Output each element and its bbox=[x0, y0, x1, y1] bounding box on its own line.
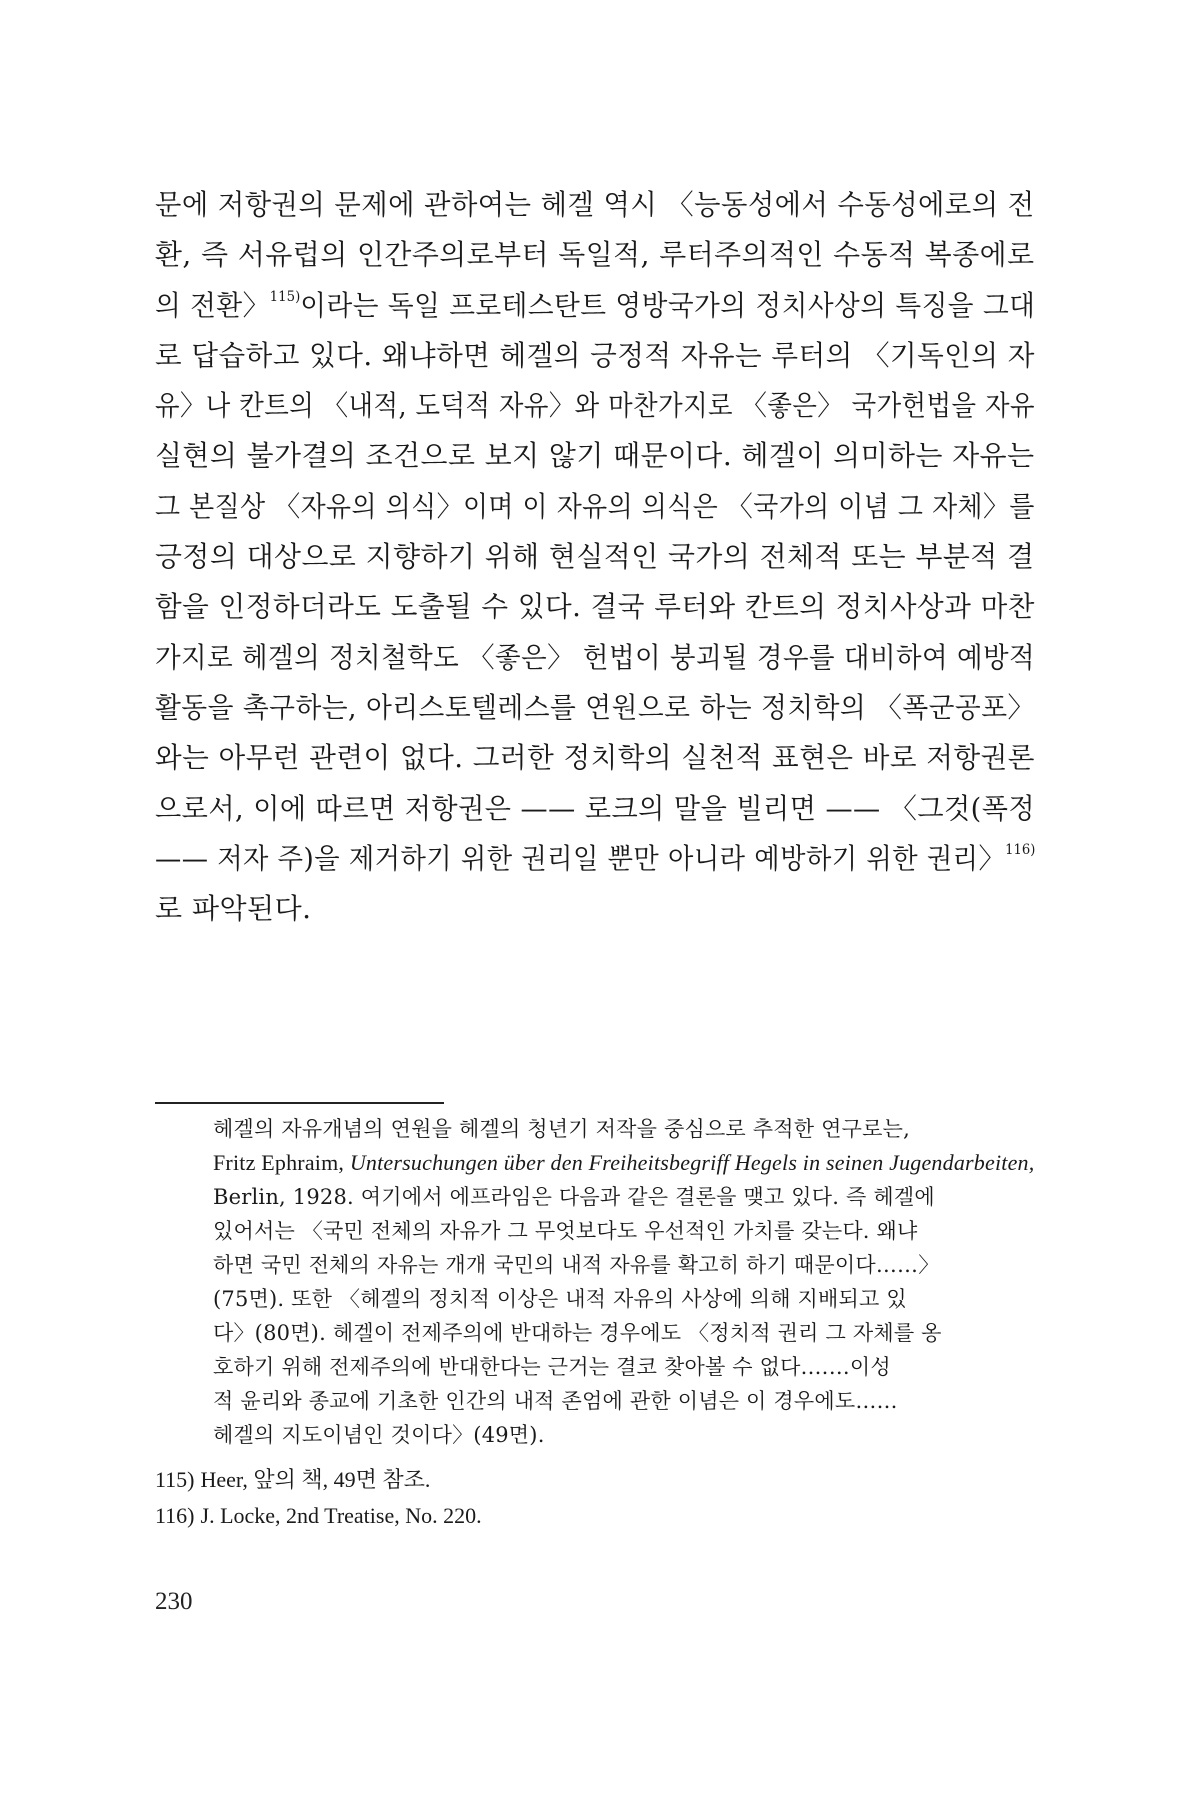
body-line-text: 가지로 헤겔의 정치철학도 〈좋은〉 헌법이 붕괴될 경우를 대비하여 예방적 bbox=[155, 640, 1036, 674]
footnote-line bbox=[213, 1282, 1035, 1316]
page-number: 230 bbox=[155, 1588, 193, 1615]
body-line-text: 문에 저항권의 문제에 관하여는 헤겔 역시 〈능동성에서 수동성에로의 전 bbox=[155, 188, 1035, 221]
reference-text: Heer, 앞의 책, 49면 참조. bbox=[200, 1467, 431, 1492]
body-line bbox=[155, 733, 1035, 783]
body-line bbox=[155, 834, 1036, 884]
footnote-ref-115: 115) bbox=[269, 288, 301, 305]
footnote-line-text: 적 윤리와 종교에 기초한 인간의 내적 존엄에 관한 이념은 이 경우에도…… bbox=[213, 1389, 898, 1413]
footnote-line bbox=[213, 1316, 1035, 1350]
footnote-author: Fritz Ephraim, bbox=[213, 1150, 350, 1175]
reference-text: J. Locke, 2nd Treatise, No. 220. bbox=[200, 1503, 482, 1528]
endnote-references bbox=[155, 1462, 1035, 1534]
body-line-text: 긍정의 대상으로 지향하기 위해 현실적인 국가의 전체적 또는 부분적 결 bbox=[155, 540, 1035, 574]
body-line-text: 함을 인정하더라도 도출될 수 있다. 결국 루터와 칸트의 정치사상과 마찬 bbox=[155, 590, 1035, 624]
reference-116 bbox=[155, 1498, 1035, 1534]
body-line bbox=[155, 381, 1035, 431]
body-line-text: 의 전환〉 bbox=[155, 288, 270, 322]
reference-115 bbox=[155, 1462, 1035, 1498]
footnote-line-text: 있어서는 〈국민 전체의 자유가 그 무엇보다도 우선적인 가치를 갖는다. 왜냐 bbox=[213, 1219, 918, 1243]
body-line bbox=[155, 683, 1035, 733]
footnote-ref-116: 116) bbox=[1005, 841, 1036, 858]
footnote-line-text: (75면). 또한 〈헤겔의 정치적 이상은 내적 자유의 사상에 의해 지배되고 있 bbox=[213, 1287, 907, 1311]
footnote-line bbox=[213, 1214, 1035, 1248]
body-line-text: 유〉나 칸트의 〈내적, 도덕적 자유〉와 마찬가지로 〈좋은〉 국가헌법을 자유 bbox=[155, 389, 1035, 423]
footnote-line-text: 헤겔의 자유개념의 연원을 헤겔의 청년기 저작을 중심으로 추적한 연구로는, bbox=[213, 1117, 910, 1141]
reference-number: 116) bbox=[155, 1503, 195, 1528]
body-line-text: 환, 즉 서유럽의 인간주의로부터 독일적, 루터주의적인 수동적 복종에로 bbox=[155, 238, 1035, 272]
body-line bbox=[155, 180, 1035, 230]
body-line bbox=[155, 532, 1035, 582]
reference-number: 115) bbox=[155, 1467, 195, 1492]
footnote-line-text: 헤겔의 지도이념인 것이다〉(49면). bbox=[213, 1423, 545, 1447]
body-line bbox=[155, 633, 1036, 683]
body-line-text: 실현의 불가결의 조건으로 보지 않기 때문이다. 헤겔이 의미하는 자유는 bbox=[155, 439, 1035, 473]
body-line-text: —— 저자 주)을 제거하기 위한 권리일 뿐만 아니라 예방하기 위한 권리〉 bbox=[155, 841, 1006, 875]
footnote-line bbox=[213, 1146, 1035, 1180]
body-line-text-cont: 이라는 독일 프로테스탄트 영방국가의 정치사상의 특징을 그대 bbox=[300, 288, 1036, 322]
footnote-line-text: 호하기 위해 전제주의에 반대한다는 근거는 결코 찾아볼 수 없다.……이성 bbox=[213, 1355, 891, 1379]
footnote-line-text: Berlin, 1928. 여기에서 에프라임은 다음과 같은 결론을 맺고 있다. 즉 헤겔에 bbox=[213, 1185, 935, 1209]
footnote-line bbox=[213, 1112, 1035, 1146]
body-line-text: 로 답습하고 있다. 왜냐하면 헤겔의 긍정적 자유는 루터의 〈기독인의 자 bbox=[155, 338, 1035, 372]
footnote-book-title: Untersuchungen über den Freiheitsbegriff Hegels in seinen Jugendarbeiten, bbox=[349, 1150, 1035, 1175]
body-line bbox=[155, 281, 1036, 331]
footnote-line bbox=[213, 1248, 1035, 1282]
footnote-line-text: 하면 국민 전체의 자유는 개개 국민의 내적 자유를 확고히 하기 때문이다……〉 bbox=[213, 1253, 940, 1277]
body-line bbox=[155, 431, 1035, 481]
body-line bbox=[155, 230, 1035, 280]
body-line-text: 로 파악된다. bbox=[155, 892, 312, 926]
body-line bbox=[155, 884, 1035, 934]
footnote-line bbox=[213, 1350, 1035, 1384]
footnote-block bbox=[213, 1112, 1035, 1452]
body-line-text: 으로서, 이에 따르면 저항권은 —— 로크의 말을 빌리면 —— 〈그것(폭정 bbox=[155, 791, 1036, 825]
body-line-text: 와는 아무런 관련이 없다. 그러한 정치학의 실천적 표현은 바로 저항권론 bbox=[155, 741, 1035, 775]
body-line-text: 활동을 촉구하는, 아리스토텔레스를 연원으로 하는 정치학의 〈폭군공포〉 bbox=[155, 690, 1035, 724]
body-line bbox=[155, 482, 1035, 532]
footnote-divider bbox=[155, 1102, 444, 1104]
body-line bbox=[155, 582, 1035, 632]
footnote-line bbox=[213, 1180, 1035, 1214]
footnote-line bbox=[213, 1418, 1035, 1452]
body-line bbox=[155, 784, 1036, 834]
footnote-line-text: 다〉(80면). 헤겔이 전제주의에 반대하는 경우에도 〈정치적 권리 그 자체를 옹 bbox=[213, 1321, 942, 1345]
body-line-text: 그 본질상 〈자유의 의식〉이며 이 자유의 의식은 〈국가의 이념 그 자체〉를 bbox=[155, 489, 1035, 523]
body-text bbox=[155, 180, 1035, 934]
footnote-line bbox=[213, 1384, 1035, 1418]
body-line bbox=[155, 331, 1035, 381]
